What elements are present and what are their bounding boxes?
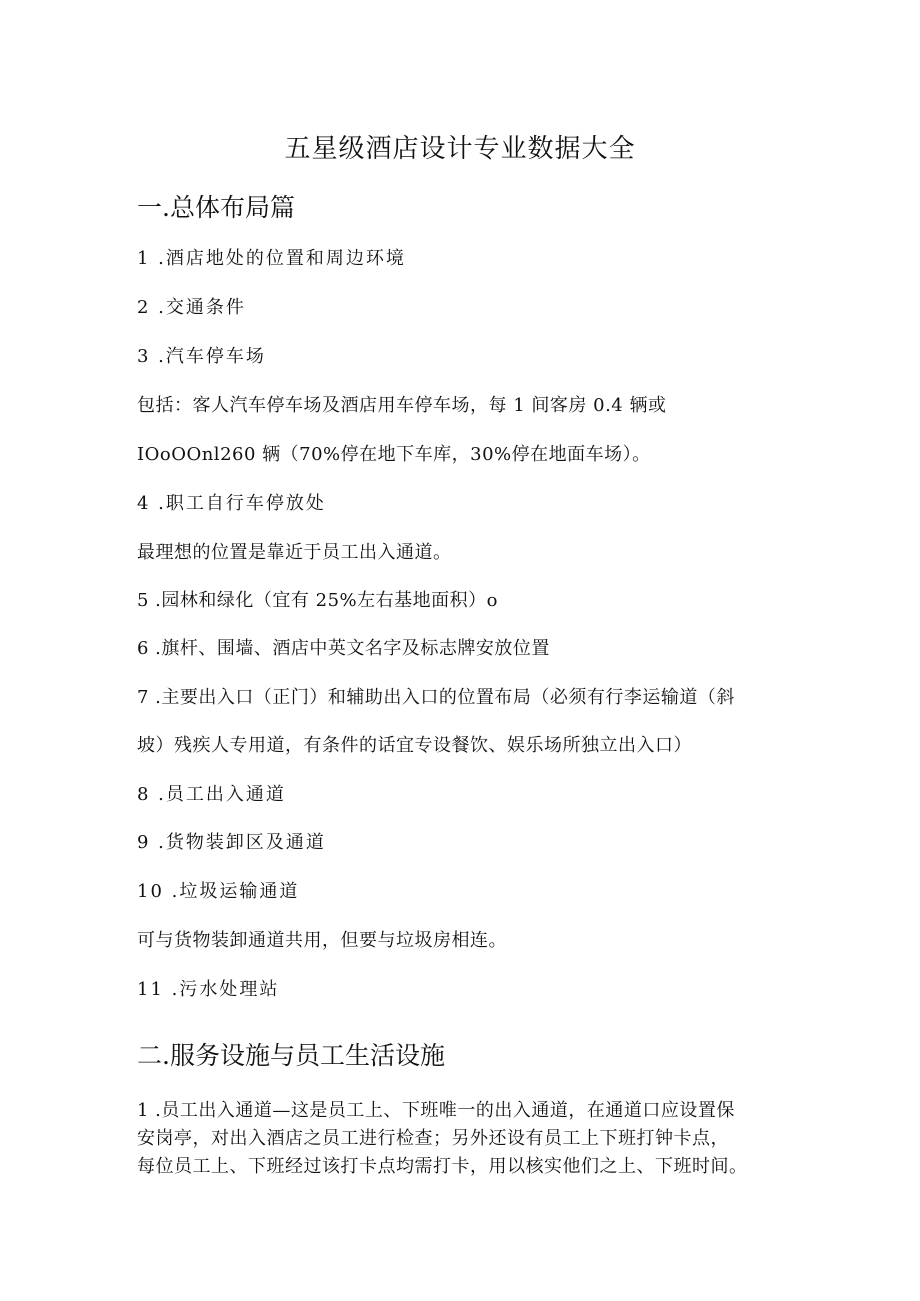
section-1-line: 5 .园林和绿化（宜有 25%左右基地面积）o — [137, 590, 498, 611]
section-2-line: 安岗亭，对出入酒店之员工进行检查；另外还设有员工上下班打钟卡点， — [137, 1128, 729, 1149]
section-2-line: 1 .员工出入通道—这是员工上、下班唯一的出入通道，在通道口应设置保 — [137, 1100, 735, 1121]
section-2-heading: 二.服务设施与员工生活设施 — [137, 1041, 445, 1070]
section-1-heading: 一.总体布局篇 — [137, 193, 295, 222]
section-1-line: 4 .职工自行车停放处 — [137, 493, 326, 514]
section-1-line: 8 .员工出入通道 — [137, 784, 286, 805]
section-1-line: 1 .酒店地处的位置和周边环境 — [137, 248, 406, 269]
section-1-line: 包括：客人汽车停车场及酒店用车停车场，每 1 间客房 0.4 辆或 — [137, 395, 667, 416]
section-1-line: 最理想的位置是靠近于员工出入通道。 — [137, 542, 452, 563]
section-1-line: 3 .汽车停车场 — [137, 346, 266, 367]
section-1-line: 坡）残疾人专用道，有条件的话宜专设餐饮、娱乐场所独立出入口） — [137, 735, 692, 756]
section-1-line: 10 .垃圾运输通道 — [137, 881, 300, 902]
section-1-line: 7 .主要出入口（正门）和辅助出入口的位置布局（必须有行李运输道（斜 — [137, 687, 735, 708]
section-1-line: IOoOOnl260 辆（70%停在地下车库，30%停在地面车场）。 — [137, 444, 651, 465]
document-title: 五星级酒店设计专业数据大全 — [284, 134, 636, 164]
section-1-line: 11 .污水处理站 — [137, 979, 280, 1000]
section-1-line: 6 .旗杆、围墙、酒店中英文名字及标志牌安放位置 — [137, 638, 550, 659]
section-1-line: 可与货物装卸通道共用，但要与垃圾房相连。 — [137, 930, 507, 951]
section-1-line: 9 .货物装卸区及通道 — [137, 832, 326, 853]
section-1-line: 2 .交通条件 — [137, 297, 246, 318]
section-2-line: 每位员工上、下班经过该打卡点均需打卡，用以核实他们之上、下班时间。 — [137, 1156, 748, 1177]
